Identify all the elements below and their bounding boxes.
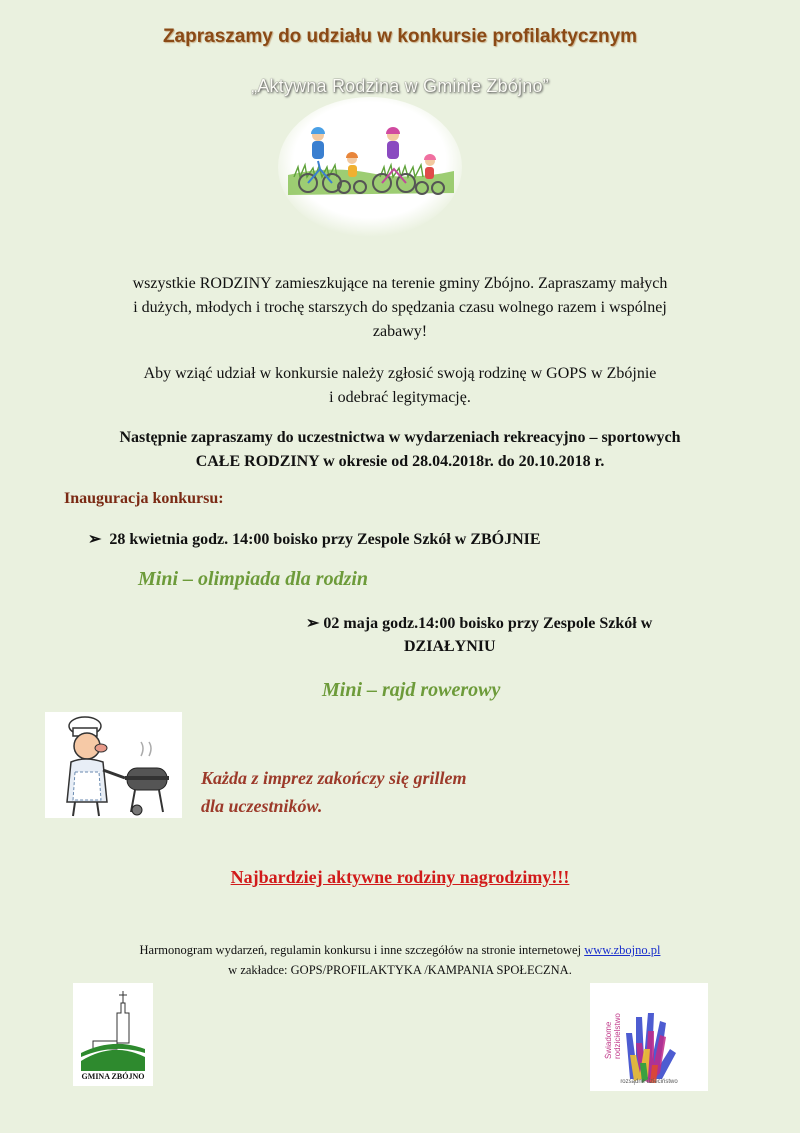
- signup-line-1: Aby wziąć udział w konkursie należy zgłosić swoją rodzinę w GOPS w Zbójnie: [143, 365, 657, 382]
- grill-note: [201, 764, 467, 820]
- grill-note-line-1: Każda z imprez zakończy się grillem: [201, 768, 467, 788]
- event-1-item: [88, 529, 541, 549]
- conscious-parenting-logo: [590, 983, 708, 1091]
- event-1-details: 28 kwietnia godz. 14:00 boisko przy Zespole Szkół w ZBÓJNIE: [109, 531, 541, 548]
- grill-note-line-2: dla uczestników.: [201, 796, 323, 816]
- events-intro-line-1: Następnie zapraszamy do uczestnictwa w wydarzeniach rekreacyjno – sportowych: [119, 429, 681, 446]
- event-2-name: Mini – rajd rowerowy: [322, 679, 501, 701]
- footer-line-1: [0, 940, 800, 960]
- event-2-location: DZIAŁYNIU: [404, 638, 496, 655]
- bullet-arrow-icon: ➢: [306, 615, 320, 632]
- family-cycling-illustration: [270, 95, 470, 245]
- campaign-name: „Aktywna Rodzina w Gminie Zbójno”: [251, 76, 549, 96]
- logo-bottom-text: rozsądne dzieciństwo: [620, 1079, 678, 1085]
- footer-line-2: w zakładce: GOPS/PROFILAKTYKA /KAMPANIA SPOŁECZNA.: [228, 963, 572, 977]
- event-2-item: [306, 613, 652, 633]
- signup-line-2: i odebrać legitymację.: [329, 389, 471, 406]
- intro-line-3: zabawy!: [372, 323, 428, 340]
- poster-title: Zapraszamy do udziału w konkursie profilaktycznym: [162, 26, 638, 47]
- bullet-arrow-icon: ➢: [88, 531, 102, 548]
- church-hill-icon: [73, 983, 153, 1071]
- events-intro-paragraph: [40, 426, 760, 474]
- website-link[interactable]: www.zbojno.pl: [584, 943, 661, 957]
- grill-chef-illustration: [45, 712, 182, 818]
- inauguration-label: Inauguracja konkursu:: [64, 490, 224, 507]
- gmina-zbojno-logo: [73, 983, 153, 1086]
- footer-text: Harmonogram wydarzeń, regulamin konkursu i inne szczegółów na stronie internetowej: [139, 943, 582, 957]
- events-intro-line-2: CAŁE RODZINY w okresie od 28.04.2018r. do 20.10.2018 r.: [195, 453, 605, 470]
- signup-paragraph: [70, 362, 730, 410]
- logo-top-text: Świadome rodzicielstwo: [604, 1013, 622, 1059]
- intro-paragraph: [70, 272, 730, 344]
- event-1-name: Mini – olimpiada dla rodzin: [138, 568, 369, 590]
- intro-line-1: wszystkie RODZINY zamieszkujące na terenie gminy Zbójno. Zapraszamy małych: [132, 275, 668, 292]
- intro-line-2: i dużych, młodych i trochę starszych do spędzania czasu wolnego razem i wspólnej: [133, 299, 667, 316]
- event-2-details: 02 maja godz.14:00 boisko przy Zespole Szkół w: [323, 615, 653, 632]
- prize-announcement: Najbardziej aktywne rodziny nagrodzimy!!!: [230, 867, 570, 887]
- gmina-logo-caption: GMINA ZBÓJNO: [81, 1072, 145, 1081]
- footer-note: [0, 940, 800, 980]
